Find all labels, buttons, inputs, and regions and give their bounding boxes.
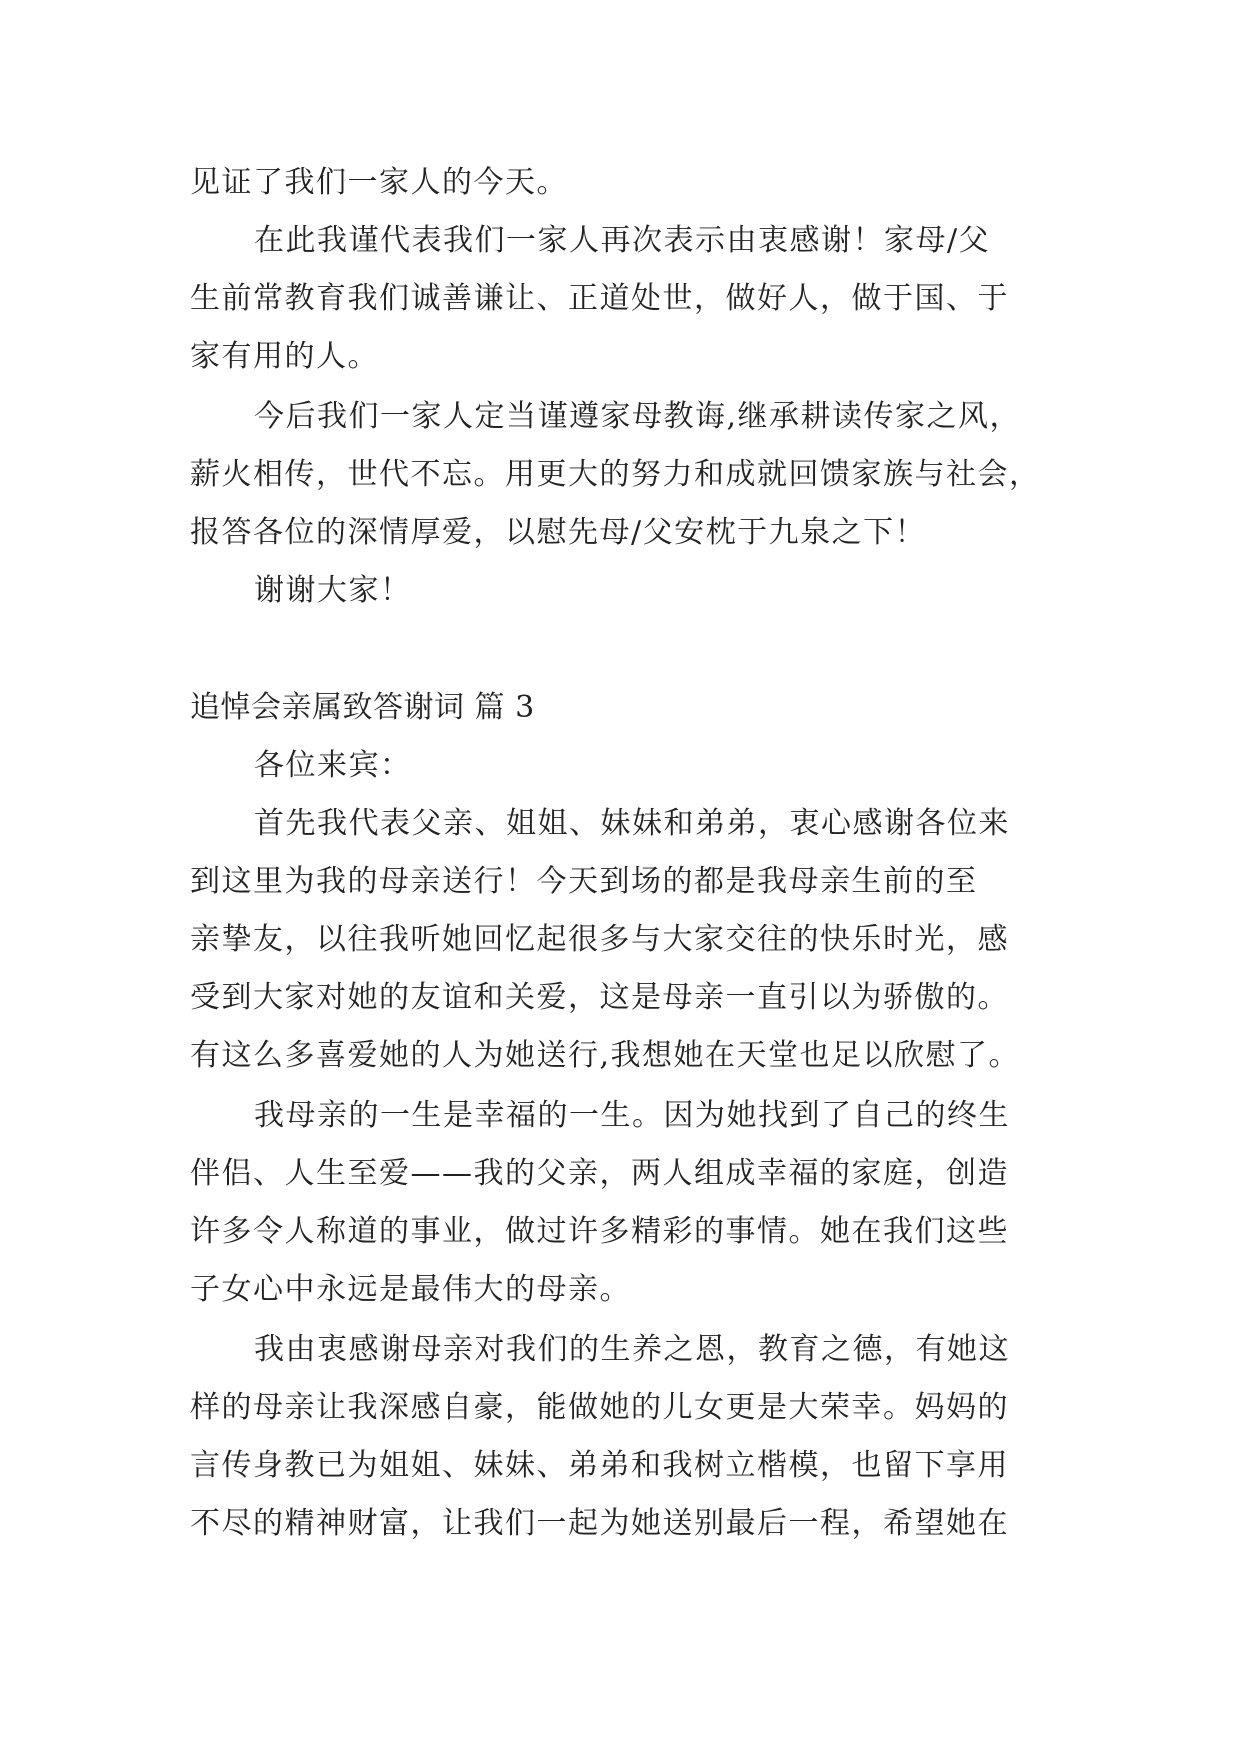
text-line: 亲挚友，以往我听她回忆起很多与大家交往的快乐时光，感 bbox=[190, 922, 1009, 957]
text-line: 受到大家对她的友谊和关爱，这是母亲一直引以为骄傲的。 bbox=[190, 980, 1009, 1015]
paragraph-first-line: 我由衷感谢母亲对我们的生养之恩，教育之德，有她这 bbox=[254, 1332, 1010, 1367]
paragraph-first-line: 今后我们一家人定当谨遵家母教诲,继承耕读传家之风， bbox=[254, 399, 1022, 434]
text-line: 不尽的精神财富，让我们一起为她送别最后一程，希望她在 bbox=[190, 1506, 1009, 1541]
text-line: 样的母亲让我深感自豪，能做她的儿女更是大荣幸。妈妈的 bbox=[190, 1390, 1009, 1425]
text-line: 报答各位的深情厚爱，以慰先母/父安枕于九泉之下！ bbox=[190, 515, 927, 550]
text-line: 家有用的人。 bbox=[190, 339, 379, 374]
text-line: 子女心中永远是最伟大的母亲。 bbox=[190, 1272, 631, 1307]
paragraph-first-line: 我母亲的一生是幸福的一生。因为她找到了自己的终生 bbox=[254, 1098, 1010, 1133]
salutation: 各位来宾： bbox=[254, 748, 412, 783]
paragraph-first-line: 在此我谨代表我们一家人再次表示由衷感谢！家母/父 bbox=[254, 223, 991, 258]
text-line: 伴侣、人生至爱——我的父亲，两人组成幸福的家庭，创造 bbox=[190, 1156, 1009, 1191]
paragraph-first-line: 首先我代表父亲、姐姐、妹妹和弟弟，衷心感谢各位来 bbox=[254, 806, 1010, 841]
text-line: 许多令人称道的事业，做过许多精彩的事情。她在我们这些 bbox=[190, 1214, 1009, 1249]
text-line: 生前常教育我们诚善谦让、正道处世，做好人，做于国、于 bbox=[190, 281, 1009, 316]
section-title: 追悼会亲属致答谢词 篇 3 bbox=[190, 690, 535, 725]
paragraph-first-line: 谢谢大家！ bbox=[254, 573, 412, 608]
text-line: 有这么多喜爱她的人为她送行,我想她在天堂也足以欣慰了。 bbox=[190, 1038, 1021, 1073]
text-line: 见证了我们一家人的今天。 bbox=[190, 165, 568, 200]
text-line: 言传身教已为姐姐、妹妹、弟弟和我树立楷模，也留下享用 bbox=[190, 1448, 1009, 1483]
text-line: 薪火相传，世代不忘。用更大的努力和成就回馈家族与社会， bbox=[190, 457, 1041, 492]
text-line: 到这里为我的母亲送行！今天到场的都是我母亲生前的至 bbox=[190, 864, 978, 899]
